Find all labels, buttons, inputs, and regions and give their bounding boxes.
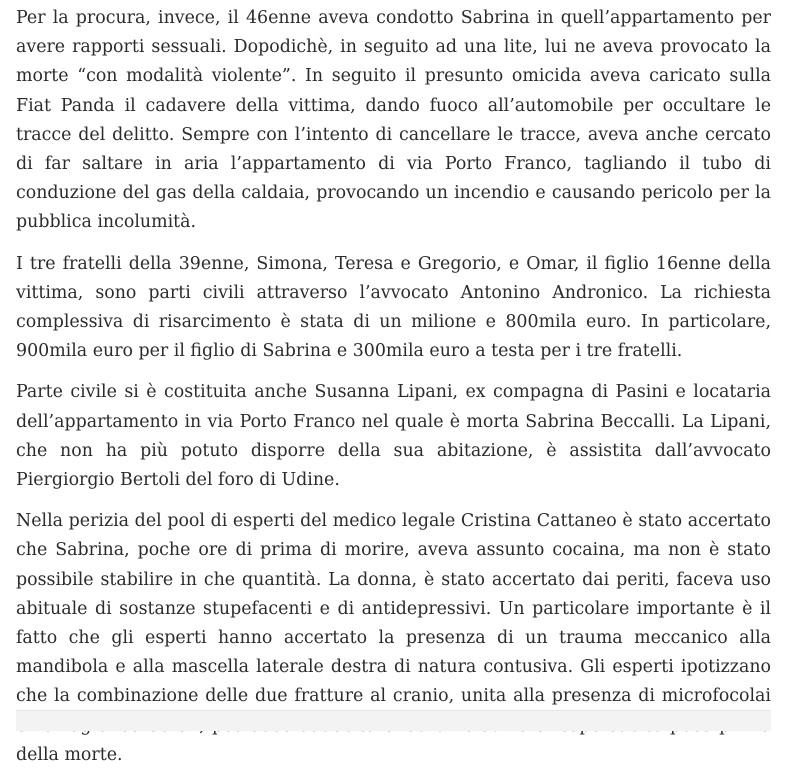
article-paragraph: I tre fratelli della 39enne, Simona, Teresa e Gregorio, e Omar, il figlio 16enne della vittima, sono parti civili attraverso l’avvocato Antonino Andronico. La richiesta complessiva di risarcimento è stata di un milione e 800mila euro. In particolare, 900mila euro per il figlio di Sabrina e 300mila euro a testa per i tre fratelli.: [16, 253, 771, 362]
article-paragraph: Per la procura, invece, il 46enne aveva condotto Sabrina in quell’appartamento per avere rapporti sessuali. Dopodichè, in seguito ad una lite, lui ne aveva provocato la morte “con modalità violente”. In seguito il presunto omicida aveva caricato sulla Fiat Panda il cadavere della vittima, dando fuoco all’automobile per occultare le tracce del delitto. Sempre con l’intento di cancellare le tracce, aveva anche cercato di far saltare in aria l’appartamento di via Porto Franco, tagliando il tubo di conduzione del gas della caldaia, provocando un incendio e causando pericolo per la pubblica incolumità.: [16, 8, 771, 233]
article-footer-box: [16, 710, 771, 731]
article-body: [16, 4, 771, 782]
article-paragraph: Nella perizia del pool di esperti del medico legale Cristina Cattaneo è stato accertato che Sabrina, poche ore di prima di morire, aveva assunto cocaina, ma non è stato possibile stabilire in che quantità. La donna, è stato accertato dai periti, faceva uso abituale di sostanze stupefacenti e di antidepressivi. Un particolare importante è il fatto che gli esperti hanno accertato la presenza di un trauma meccanico alla mandibola e alla mascella laterale destra di natura contusiva. Gli esperti ipotizzano che la combinazione delle due fratture al cranio, unita alla presenza di microfocolai della morte.: [16, 511, 771, 765]
article-paragraph: Parte civile si è costituita anche Susanna Lipani, ex compagna di Pasini e locataria dell’appartamento in via Porto Franco nel quale è morta Sabrina Beccalli. La Lipani, che non ha più potuto disporre della sua abitazione, è assistita dall’avvocato Piergiorgio Bertoli del foro di Udine.: [16, 382, 771, 491]
